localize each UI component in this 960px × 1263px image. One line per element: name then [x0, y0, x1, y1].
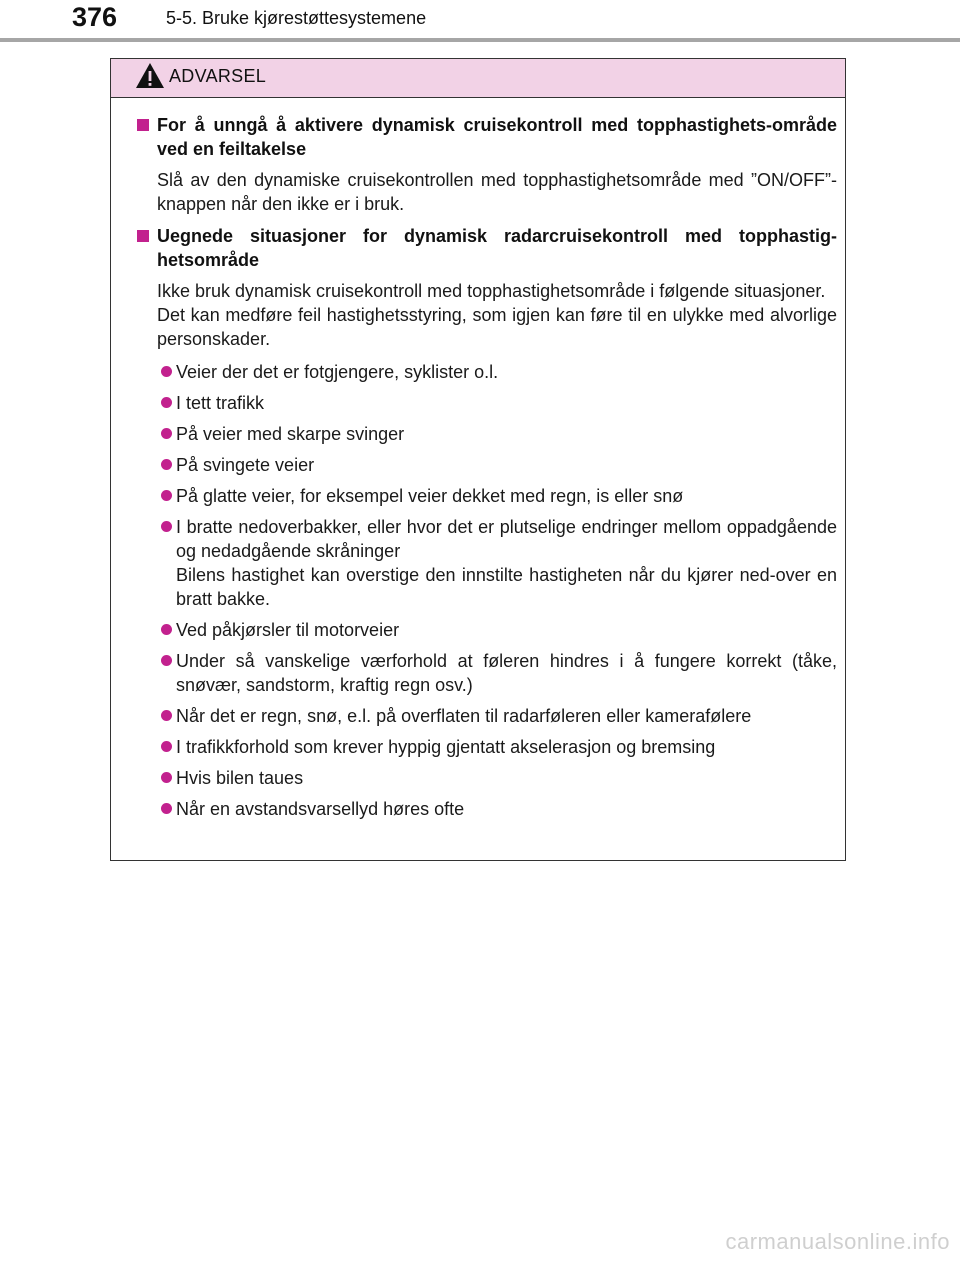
round-bullet-icon: [161, 521, 172, 532]
list-item: [161, 797, 837, 821]
warning-content: [111, 98, 845, 821]
round-bullet-icon: [161, 624, 172, 635]
list-item: [161, 618, 837, 642]
list-item-text: I bratte nedoverbakker, eller hvor det er plutselige endringer mellom oppadgående og nedadgående skråninger: [176, 517, 837, 561]
list-item: [161, 484, 837, 508]
situation-list: [157, 360, 837, 821]
round-bullet-icon: [161, 655, 172, 666]
list-item-note: Bilens hastighet kan overstige den innstilte hastigheten når du kjører ned-over en bratt bakke.: [176, 565, 837, 609]
section-accidental-activation: [137, 113, 837, 216]
list-item: [161, 735, 837, 759]
round-bullet-icon: [161, 459, 172, 470]
section-paragraph: Slå av den dynamiske cruisekontrollen med topphastighetsområde med ”ON/OFF”-knappen når den ikke er i bruk.: [157, 170, 837, 214]
warning-label: ADVARSEL: [169, 66, 267, 86]
list-item-text: I trafikkforhold som krever hyppig gjentatt akselerasjon og bremsing: [176, 737, 716, 757]
list-item: [161, 766, 837, 790]
round-bullet-icon: [161, 803, 172, 814]
square-bullet-icon: [137, 230, 149, 242]
page-number: 376: [72, 2, 118, 32]
list-item: [161, 649, 837, 697]
list-item-text: På veier med skarpe svinger: [176, 424, 405, 444]
round-bullet-icon: [161, 428, 172, 439]
section-title: [137, 113, 837, 161]
round-bullet-icon: [161, 772, 172, 783]
round-bullet-icon: [161, 366, 172, 377]
list-item: [161, 515, 837, 611]
section-title-text: For å unngå å aktivere dynamisk cruisekontroll med topphastighets-område ved en feiltakelse: [157, 115, 837, 159]
round-bullet-icon: [161, 741, 172, 752]
section-unsuitable-situations: [137, 224, 837, 821]
list-item-text: Ved påkjørsler til motorveier: [176, 620, 400, 640]
list-item-text: Når en avstandsvarsellyd høres ofte: [176, 799, 465, 819]
list-item-text: Under så vanskelige værforhold at føleren hindres i å fungere korrekt (tåke, snøvær, sandstorm, kraftig regn osv.): [176, 651, 837, 695]
list-item: [161, 391, 837, 415]
watermark: carmanualsonline.info: [725, 1229, 950, 1254]
header-rule: [0, 38, 960, 42]
list-item-text: Når det er regn, snø, e.l. på overflaten til radarføleren eller kamerafølere: [176, 706, 752, 726]
round-bullet-icon: [161, 490, 172, 501]
list-item: [161, 453, 837, 477]
warning-box: [110, 58, 846, 861]
section-body: [137, 279, 837, 821]
list-item-text: I tett trafikk: [176, 393, 265, 413]
round-bullet-icon: [161, 397, 172, 408]
section-title: [137, 224, 837, 272]
list-item-text: Veier der det er fotgjengere, syklister o.l.: [176, 362, 499, 382]
list-item-text: Hvis bilen taues: [176, 768, 304, 788]
section-title-text: Uegnede situasjoner for dynamisk radarcruisekontroll med topphastig-hetsområde: [157, 226, 837, 270]
warning-header: [111, 59, 845, 98]
round-bullet-icon: [161, 710, 172, 721]
list-item: [161, 360, 837, 384]
section-paragraph: Ikke bruk dynamisk cruisekontroll med topphastighetsområde i følgende situasjoner.: [157, 281, 826, 301]
warning-triangle-icon: [135, 62, 165, 89]
section-paragraph: Det kan medføre feil hastighetsstyring, som igjen kan føre til en ulykke med alvorlige personskader.: [157, 305, 837, 349]
list-item: [161, 704, 837, 728]
list-item: [161, 422, 837, 446]
list-item-text: På glatte veier, for eksempel veier dekket med regn, is eller snø: [176, 486, 684, 506]
section-body: [137, 168, 837, 216]
chapter-title: 5-5. Bruke kjørestøttesystemene: [166, 8, 427, 28]
list-item-text: På svingete veier: [176, 455, 315, 475]
square-bullet-icon: [137, 119, 149, 131]
